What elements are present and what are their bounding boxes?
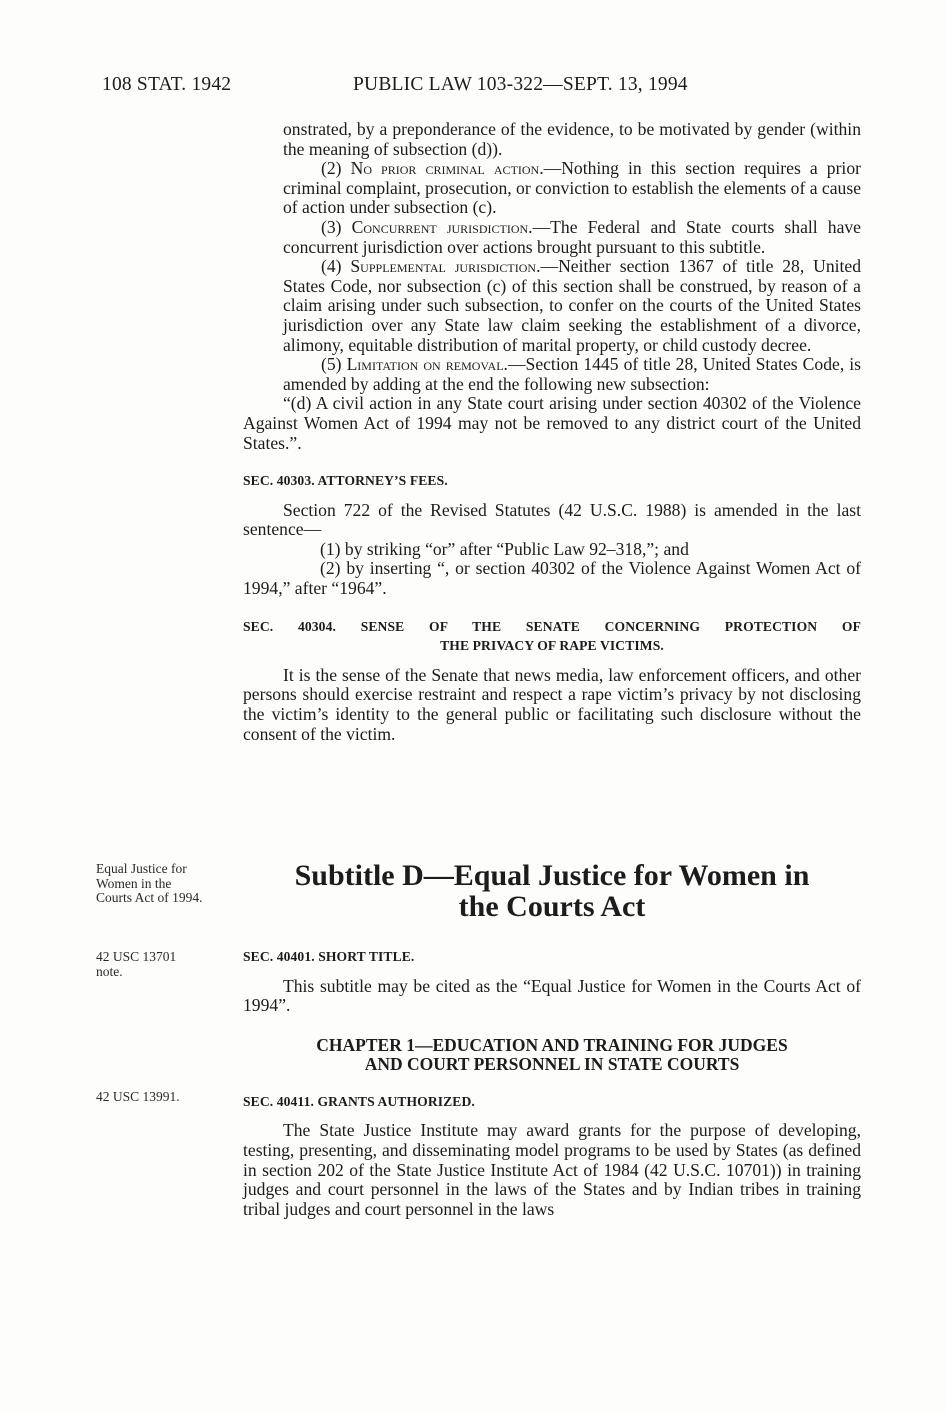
body-text [243, 120, 861, 744]
margin-note-usc-13701: 42 USC 13701 note. [96, 949, 177, 979]
section-heading-40303: SEC. 40303. ATTORNEY’S FEES. [243, 473, 448, 489]
section-heading-line: SEC. 40304. SENSE OF THE SENATE CONCERNING PROTECTION OF [243, 618, 861, 634]
page-header [102, 74, 886, 100]
page-reference: 108 STAT. 1942 [102, 74, 232, 95]
paragraph-heading: No prior criminal action. [350, 158, 544, 179]
paragraph-2 [243, 159, 861, 218]
section-40303-intro: Section 722 of the Revised Statutes (42 U.S.C. 1988) is amended in the last sentence— [243, 499, 861, 540]
paragraph-number: (3) [321, 216, 352, 237]
margin-note-usc-13991: 42 USC 13991. [96, 1089, 180, 1104]
section-heading-40411: SEC. 40411. GRANTS AUTHORIZED. [243, 1093, 475, 1109]
paragraph-text: —Section 1445 of title 28, United States Code, is amended by adding at the end the following new subsection: [283, 354, 861, 394]
section-40401-text: This subtitle may be cited as the “Equal Justice for Women in the Courts Act of 1994”. [243, 975, 861, 1016]
paragraph-number: (5) [321, 354, 347, 375]
section-heading-40401: SEC. 40401. SHORT TITLE. [243, 949, 415, 964]
running-title: PUBLIC LAW 103-322—SEPT. 13, 1994 [353, 74, 688, 95]
paragraph-heading: Supplemental jurisdiction. [350, 256, 541, 277]
paragraph-5 [243, 355, 861, 394]
paragraph-text: —The Federal and State courts shall have concurrent jurisdiction over actions brought pursuant to this subtitle. [283, 216, 861, 257]
paragraph-text: —Neither section 1367 of title 28, United States Code, nor subsection (c) of this section shall be construed, by reason of a claim arising under such subsection, to confer on the courts of the United States jurisdiction over any State law claim seeking the establishment of a divorce, alimony, equitable distribution of marital property, or child custody decree. [283, 256, 862, 355]
paragraph-heading: Limitation on removal. [346, 354, 508, 375]
paragraph-number: (2) [321, 158, 351, 179]
section-40303-item-1: (1) by striking “or” after “Public Law 92–318,”; and [320, 538, 689, 559]
subtitle-line: the Courts Act [458, 890, 646, 923]
section-heading-40304 [243, 617, 861, 656]
continued-paragraph: onstrated, by a preponderance of the evidence, to be motivated by gender (within the meaning of subsection (d)). [283, 119, 861, 159]
section-heading-line: THE PRIVACY OF RAPE VICTIMS. [440, 638, 664, 654]
section-40411-text: The State Justice Institute may award grants for the purpose of developing, testing, presenting, and disseminating model programs to be used by States (as defined in section 202 of the State Justice Institute Act of 1984 (42 U.S.C. 10701)) in training judges and court personnel in the laws of the States and by Indian tribes in training tribal judges and court personnel in the laws [243, 1120, 861, 1219]
paragraph-heading: Concurrent jurisdiction. [351, 216, 533, 237]
paragraph-3 [243, 218, 861, 257]
subtitle-line: Subtitle D—Equal Justice for Women in [294, 859, 810, 892]
paragraph-4 [243, 257, 861, 355]
chapter-heading [243, 1036, 861, 1074]
chapter-line: AND COURT PERSONNEL IN STATE COURTS [364, 1053, 740, 1074]
quoted-subsection: “(d) A civil action in any State court arising under section 40302 of the Violence Against Women Act of 1994 may not be removed to any district court of the United States.”. [243, 393, 861, 453]
section-40304-text: It is the sense of the Senate that news media, law enforcement officers, and other persons should exercise restraint and respect a rape victim’s privacy by not disclosing the victim’s identity to the general public or facilitating such disclosure without the consent of the victim. [243, 664, 861, 744]
margin-note-short-title: Equal Justice for Women in the Courts Act of 1994. [96, 861, 203, 905]
paragraph-text: —Nothing in this section requires a prior criminal complaint, prosecution, or conviction to establish the elements of a cause of action under subsection (c). [283, 158, 861, 218]
chapter-line: CHAPTER 1—EDUCATION AND TRAINING FOR JUDGES [316, 1034, 788, 1055]
body-text-lower [243, 935, 861, 1219]
section-40303-item-2: (2) by inserting “, or section 40302 of the Violence Against Women Act of 1994,” after “1964”. [243, 558, 861, 599]
paragraph-number: (4) [321, 256, 351, 277]
subtitle-heading [243, 860, 861, 922]
